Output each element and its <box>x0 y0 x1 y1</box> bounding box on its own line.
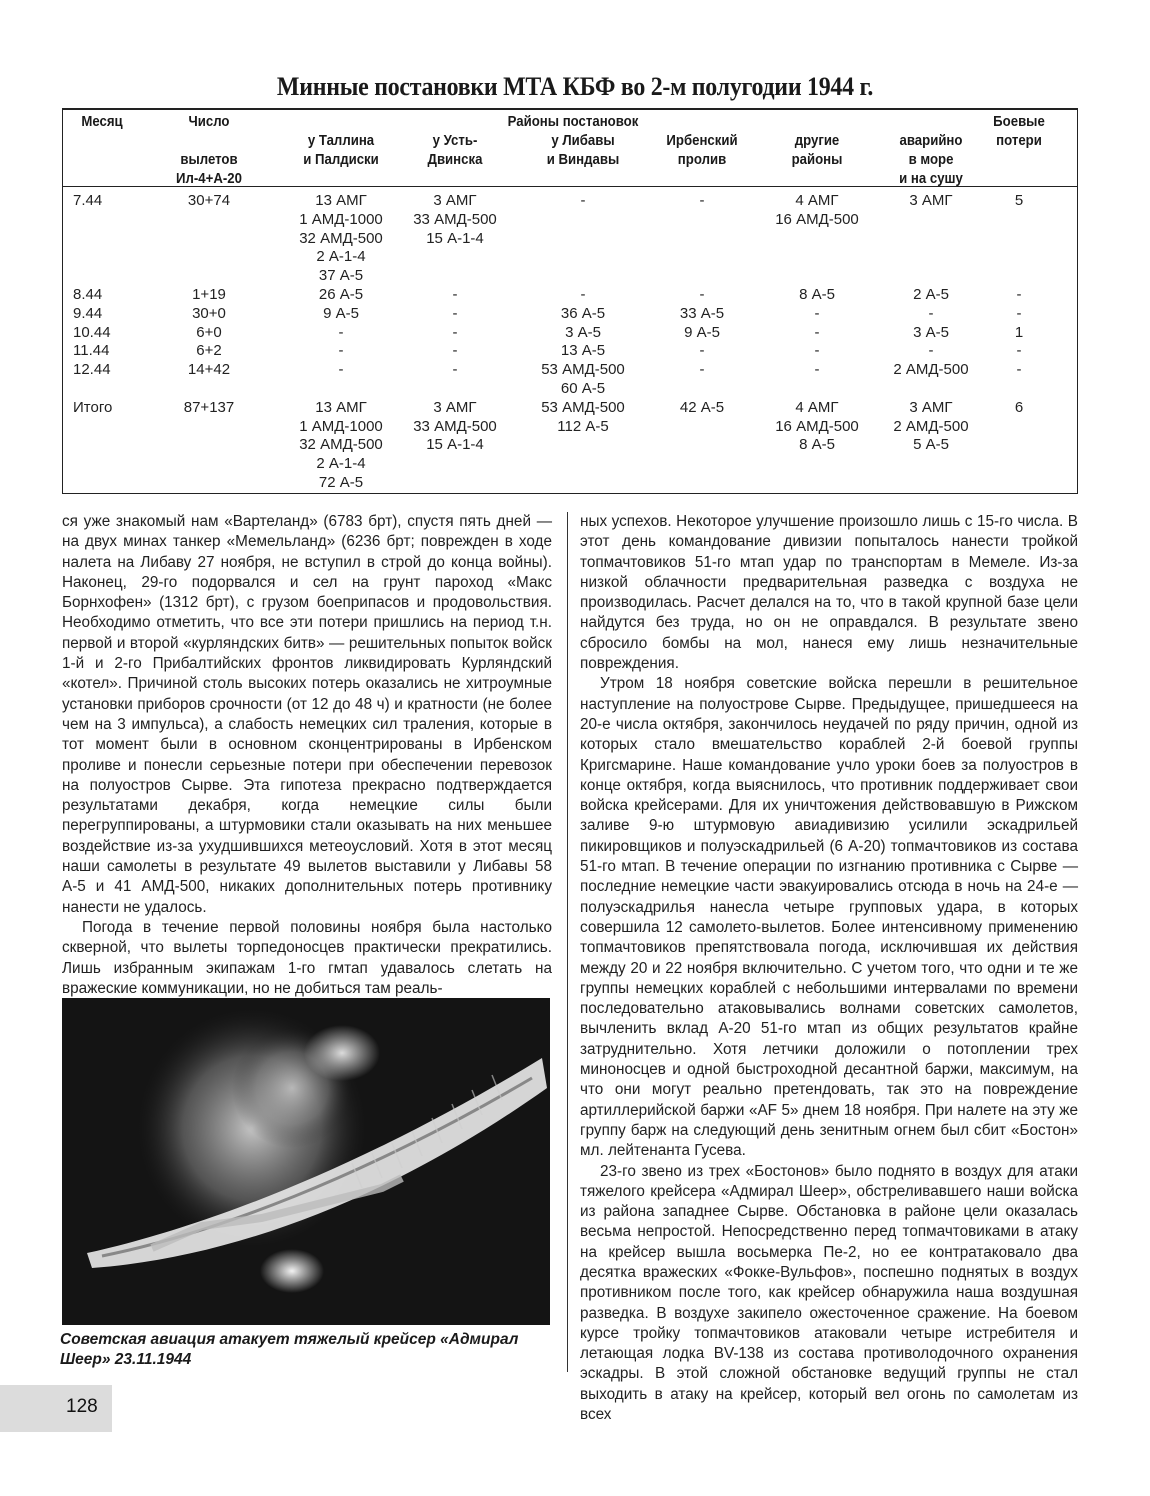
cell-libava: - <box>580 286 586 303</box>
bomb-splash <box>304 1025 380 1081</box>
page-number: 128 <box>66 1396 98 1417</box>
cell-losses: - <box>1016 342 1022 360</box>
cell-libava: 53 АМД-500 112 А-5 <box>541 398 625 435</box>
cell-month: 7.44 <box>73 192 103 209</box>
cell-ust-dvinsk: 3 АМГ 33 АМД-500 15 А-1-4 <box>413 192 497 247</box>
cell-month: 9.44 <box>73 304 103 322</box>
header-month: Месяц <box>81 113 123 130</box>
cell-libava: 53 АМД-500 60 А-5 <box>541 361 625 397</box>
header-losses: Боевые потери <box>993 113 1045 149</box>
column-divider <box>567 512 568 1372</box>
right-paragraph: Утром 18 ноября советские войска перешли в решительное наступление на полуострове Сырве. Предыдущее, пришедшееся на 20-е числа октября, закончилось неудачей по ряду причин, одной из которых стало вмешательство кораблей 2-й боевой группы Кригсмарине. Наше командование учло уроки боев за полуостров в конце октября, когда выяснилось, что противник поддерживает свои войска крейсерами. Для их уничтожения действовавшую в Рижском заливе 9-ю штурмовую авиадивизию усилили эскадрильей пикировщиков и полуэскадрильей (6 А-20) топмачтовиков из состава 51-го мтап. В течение операции по изгнанию противника с Сырве — последние немецкие части эвакуировались отсюда в ночь на 24-е — полуэскадрилья нанесла четыре групповых удара, в которых совершила 12 самолето-вылетов. Более интенсивному применению топмачтовиков препятствовала погода, исключившая их действия между 20 и 22 ноября включительно. С учетом того, что одни и те же группы немецких кораблей с небольшими интервалами по времени последовательно атаковывались волнами советских самолетов, вычленить вклад А-20 51-го мтап из общих результатов крайне затруднительно. Хотя летчики доложили о потоплении трех миноносцев и одной быстроходной десантной баржи, максимум, на что они могут реально претендовать, так это на повреждение артиллерийской баржи «AF 5» днем 18 ноября. При налете на эту же группу барж на следующий день зенитным огнем был сбит «Бостон» мл. лейтенанта Гусева. <box>580 675 1078 1160</box>
cell-libava: 36 А-5 <box>560 304 606 322</box>
cell-irben: - <box>699 286 705 303</box>
cell-sorties: 6+0 <box>196 323 222 341</box>
cell-losses: 6 <box>1014 398 1024 416</box>
cell-sorties: 30+74 <box>187 192 231 209</box>
cell-tallinn: 13 АМГ 1 АМД-1000 32 АМД-500 2 А-1-4 37 А-5 <box>299 192 383 285</box>
cell-month: Итого <box>73 398 113 416</box>
cell-ust-dvinsk: - <box>452 342 458 360</box>
left-paragraph: Погода в течение первой половины ноября была настолько скверной, что вылеты торпедоносцев практически прекратились. Лишь избранным экипажам 1-го гмтап удавалось слетать на вражеские коммуникации, но не добиться там реаль- <box>62 918 552 997</box>
cell-ust-dvinsk: - <box>452 286 458 303</box>
cell-ust-dvinsk: - <box>452 361 458 379</box>
page-title: Минные постановки МТА КБФ во 2-м полугодии 1944 г. <box>276 72 874 101</box>
cell-emergency: 2 АМД-500 <box>893 361 969 379</box>
cell-emergency: 2 А-5 <box>913 286 949 303</box>
cell-other: - <box>814 304 820 322</box>
cell-tallinn: 26 А-5 <box>318 286 364 303</box>
cell-irben: 9 А-5 <box>684 323 720 341</box>
header-ust-dvinsk: у Усть- Двинска <box>427 132 483 168</box>
header-tallinn: у Таллина и Палдиски <box>303 132 379 168</box>
left-column <box>62 512 552 999</box>
cell-other: - <box>814 361 820 379</box>
cell-tallinn: - <box>338 342 344 360</box>
header-other: другие районы <box>791 132 843 168</box>
header-areas-group: Районы постановок <box>507 113 639 130</box>
right-paragraph: 23-го звено из трех «Бостонов» было поднято в воздух для атаки тяжелого крейсера «Адмирал Шеер», обстреливавшего наши войска из района западнее Сырве. Обстановка в районе цели оказалась весьма непростой. Непосредственно перед топмачтовиками в атаку на крейсер вышла восьмерка Пе-2, но ее контратаковало два десятка вражеских «Фокке-Вульфов», поспешно поднятых в воздух противником после того, как крейсер обнаружила наша воздушная разведка. В воздухе закипело ожесточенное сражение. На боевом курсе тройку топмачтовиков атаковали четыре истребителя и летающая лодка BV-138 из состава противолодочного охранения эскадры. В этой сложной обстановке ведущий группы не стал выходить в атаку на крейсер, который вел огонь по самолетам из всех <box>580 1162 1078 1424</box>
cell-irben: 33 А-5 <box>679 304 725 322</box>
cell-emergency: 3 АМГ 2 АМД-500 5 А-5 <box>893 398 969 454</box>
cell-irben: - <box>699 342 705 360</box>
cell-month: 8.44 <box>73 286 103 303</box>
cell-other: 4 АМГ 16 АМД-500 8 А-5 <box>775 398 859 454</box>
cell-month: 12.44 <box>73 361 111 379</box>
cell-libava: 13 А-5 <box>560 342 606 360</box>
cell-losses: - <box>1016 361 1022 379</box>
cell-losses: - <box>1016 286 1022 303</box>
cell-ust-dvinsk: - <box>452 304 458 322</box>
cell-irben: 42 А-5 <box>679 398 725 416</box>
cell-sorties: 87+137 <box>183 398 235 416</box>
photo-caption: Советская авиация атакует тяжелый крейсер «Адмирал Шеер» 23.11.1944 <box>60 1331 519 1368</box>
cell-sorties: 1+19 <box>192 286 226 303</box>
cell-emergency: 3 А-5 <box>913 323 949 341</box>
cell-tallinn: - <box>338 323 344 341</box>
cell-month: 11.44 <box>73 342 110 360</box>
cell-sorties: 6+2 <box>196 342 222 360</box>
cell-irben: - <box>699 192 705 209</box>
header-irben: Ирбенский пролив <box>666 132 738 168</box>
header-emergency: аварийно в море и на сушу <box>899 132 963 187</box>
cell-libava: 3 А-5 <box>565 323 601 341</box>
cell-other: 8 А-5 <box>799 286 835 303</box>
cell-sorties: 14+42 <box>187 361 231 379</box>
cell-losses: 5 <box>1014 192 1024 209</box>
cell-emergency: - <box>928 342 934 360</box>
cell-emergency: - <box>928 304 934 322</box>
left-paragraph: ся уже знакомый нам «Вартеланд» (6783 брт), спустя пять дней — на двух минах танкер «Мемельланд» (6236 брт; поврежден в ходе налета на Либаву 27 ноября, не вступил в строй до конца войны). Наконец, 29-го подорвался и сел на грунт пароход «Макс Борнхофен» (1312 брт), с грузом боеприпасов и продовольствия. Необходимо отметить, что все эти потери пришлись на период т.н. первой и второй «курляндских битв» — решительных попыток войск 1-й и 2-го Прибалтийских фронтов ликвидировать Курляндский «котел». Причиной столь высоких потерь оказались не хитроумные установки приборов срочности (от 12 до 48 ч) и кратности (не более чем на 3 импульса), а слабость немецких сил траления, которые в тот момент были в основном сконцентрированы в Ирбенском проливе и понесли серьезные потери при обеспечении перевозок на полуостров Сырве. Эта гипотеза прекрасно подтверждается результатами декабря, когда немецкие силы были перегруппированы, а штурмовики стали оказывать на них меньшее воздействие из-за ухудшившихся метеоусловий. Хотя в этот месяц наши самолеты в результате 49 вылетов выставили у Либавы 58 А-5 и 41 АМД-500, никаких дополнительных потерь противнику нанести не удалось. <box>62 513 552 916</box>
cell-other: 4 АМГ 16 АМД-500 <box>775 192 859 228</box>
cell-irben: - <box>699 361 705 379</box>
right-column <box>580 512 1078 1425</box>
cell-losses: 1 <box>1014 323 1024 341</box>
cell-sorties: 30+0 <box>192 304 226 322</box>
cell-tallinn: 9 А-5 <box>323 304 359 322</box>
cell-tallinn: 13 АМГ 1 АМД-1000 32 АМД-500 2 А-1-4 72 А-5 <box>299 398 383 491</box>
cell-ust-dvinsk: - <box>452 323 458 341</box>
header-sorties: Число вылетов Ил-4+А-20 <box>176 113 242 187</box>
cell-ust-dvinsk: 3 АМГ 33 АМД-500 15 А-1-4 <box>413 398 497 454</box>
cruiser-attack-photo <box>62 998 550 1325</box>
cell-other: - <box>814 323 820 341</box>
cruiser-photo-image <box>62 998 550 1325</box>
cell-tallinn: - <box>338 361 344 379</box>
header-libava: у Либавы и Виндавы <box>546 132 620 168</box>
cell-losses: - <box>1016 304 1022 322</box>
cell-libava: - <box>580 192 586 209</box>
cell-other: - <box>814 342 820 360</box>
cell-month: 10.44 <box>73 323 111 341</box>
mine-laying-table <box>62 108 1078 494</box>
cell-emergency: 3 АМГ <box>909 192 953 209</box>
right-paragraph: ных успехов. Некоторое улучшение произошло лишь с 15-го числа. В этот день командование дивизии попыталось нанести тройкой топмачтовиков 51-го мтап удар по транспортам в Мемеле. Из-за низкой облачности предварительная разведка с воздуха не производилась. Расчет делался на то, что в такой крупной базе цели найдутся без труда, но он не оправдался. В результате звено сбросило бомбы на мол, нанеся ему лишь незначительные повреждения. <box>580 513 1078 673</box>
